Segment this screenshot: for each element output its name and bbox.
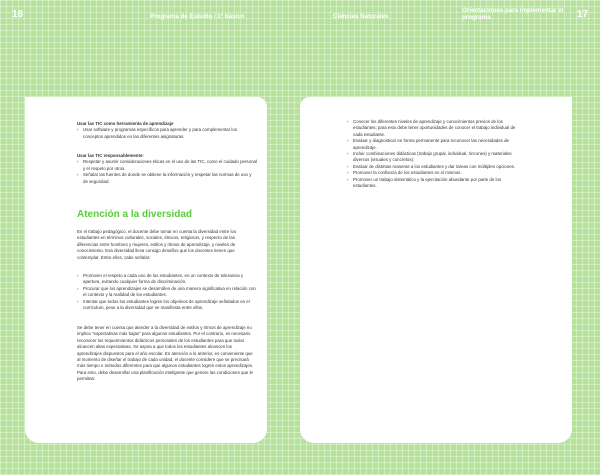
list-item: › Promover la confianza de los estudiantes en sí mismos. [347, 170, 525, 176]
right-page [300, 97, 572, 443]
program-title: Programa de Estudio / 1º básico [150, 13, 245, 20]
list-item: › Usar software y programas específicos para aprender y para complementar los conceptos aprendidos en las diferentes asignaturas. [77, 127, 257, 140]
list-item: › Promover el respeto a cada uno de los estudiantes, en un contexto de tolerancia y apertura, evitando cualquier forma de discriminación. [77, 273, 257, 286]
left-page [25, 97, 267, 443]
list-item: › Señalar las fuentes de donde se obtiene la información y respetar las normas de uso y de seguridad. [77, 172, 257, 185]
orientation-title: Orientaciones para implementar el programa [462, 7, 564, 21]
planning-list [347, 119, 525, 189]
diversity-closing [77, 325, 257, 383]
right-page-block [347, 119, 525, 189]
tic-responsible-heading: Usar las TIC responsablemente: [77, 153, 144, 158]
tic-responsible-block [77, 153, 257, 185]
intro-paragraph: En el trabajo pedagógico, el docente debe tomar en cuenta la diversidad entre los estudiantes en términos culturales, sociales, étnicos, religiosos, y respecto de las diferencias entre hombres y mujeres, estilos y ritmos de aprendizaje, y niveles de conocimiento. Esa diversidad lleva consigo desafíos que los docentes tienen que contemplar. Entre ellos, cabe señalar: [77, 229, 237, 260]
list-item: › Conocer los diferentes niveles de aprendizaje y conocimientos previos de los estudiantes; para esto debe tener oportunidades de conocer el trabajo individual de cada estudiante. [347, 119, 525, 138]
list-item: › Evaluar y diagnosticar en forma permanente para reconocer las necesidades de aprendizaje. [347, 138, 525, 151]
spread-header [0, 0, 600, 30]
closing-paragraph: Se debe tener en cuenta que atender a la diversidad de estilos y ritmos de aprendizaje no implica "expectativas más bajas" para algunos estudiantes. Por el contrario, es necesario reconocer los requerimientos didácticos personales de los estudiantes para que todos alcancen altas expectativas. Se aspira a que todos los estudiantes alcancen los aprendizajes dispuestos para el año escolar. En atención a lo anterior, es conveniente que al momento de diseñar el trabajo de cada unidad, el docente considere que se precisará más tiempo o métodos diferentes para que algunos estudiantes logren estos aprendizajes. Para esto, debe desarrollar una planificación inteligente que genere las condiciones que le permitan: [77, 325, 254, 382]
section-title: Atención a la diversidad [77, 209, 193, 220]
diversity-challenges [77, 273, 257, 311]
list-item: › Promover un trabajo sistemático y la ejercitación abundante por parte de los estudiantes. [347, 177, 525, 190]
left-page-number: 16 [12, 9, 24, 20]
list-item: › Procurar que los aprendizajes se desarrollen de una manera significativa en relación con el contexto y la realidad de los estudiantes. [77, 286, 257, 299]
tic-tool-block [77, 121, 257, 140]
subject-title: Ciencias Naturales [333, 13, 389, 20]
tic-responsible-list [77, 159, 257, 185]
list-item: › Incluir combinaciones didácticas (trabajo grupal, individual, rincones) y materiales diversos (visuales y concretos). [347, 151, 525, 164]
list-item: › Intentar que todos los estudiantes logren los objetivos de aprendizaje señalados en el currículum, pese a la diversidad que se manifiesta entre ellos. [77, 299, 257, 312]
right-page-number: 17 [576, 9, 588, 20]
list-item: › Evaluar de distintas maneras a los estudiantes y dar tareas con múltiples opciones. [347, 164, 525, 170]
challenges-list [77, 273, 257, 311]
tic-tool-heading: Usar las TIC como herramienta de aprendizaje [77, 121, 174, 126]
list-item: › Respetar y asumir consideraciones éticas en el uso de las TIC, como el cuidado personal y el respeto por otros. [77, 159, 257, 172]
diversity-intro [77, 229, 257, 261]
tic-tool-list [77, 127, 257, 140]
